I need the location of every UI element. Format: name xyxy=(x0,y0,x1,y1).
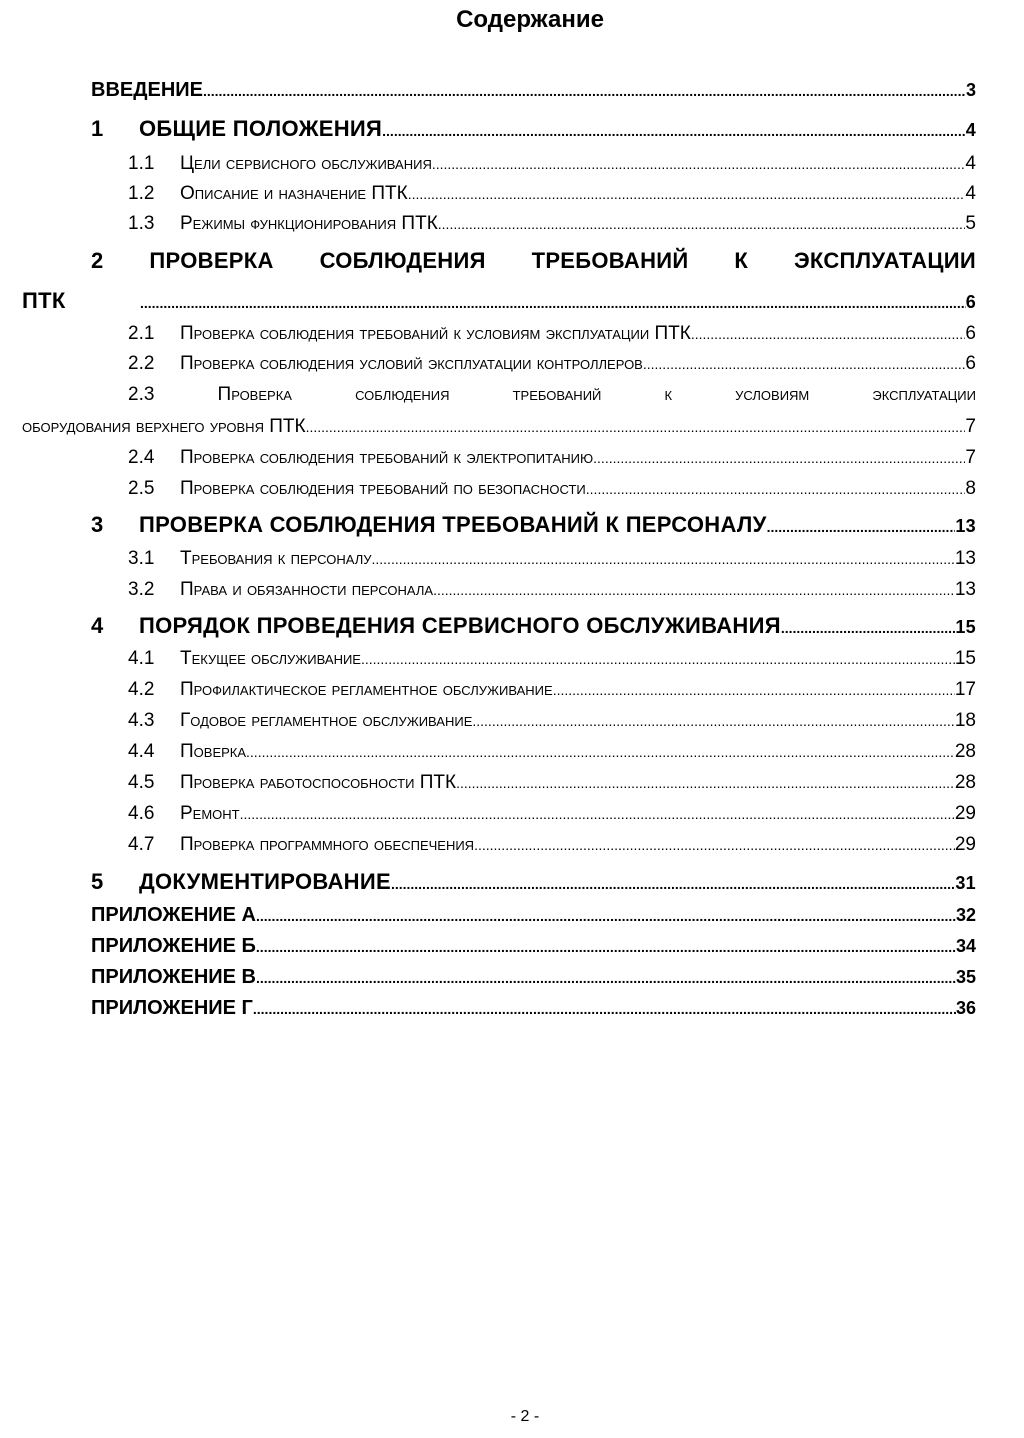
toc-entry-title: ПРИЛОЖЕНИЕ Г xyxy=(91,997,253,1019)
toc-entry-number: 4.6 xyxy=(128,803,155,824)
toc-leader-dots xyxy=(361,651,955,667)
toc-entry-page: 13 xyxy=(954,548,976,569)
toc-entry-2-1[interactable] xyxy=(128,323,976,345)
toc-leader-dots xyxy=(691,326,966,342)
toc-entry-title: Проверка работоспособности ПТК xyxy=(180,772,457,793)
toc-entry-title-word: СОБЛЮДЕНИЯ xyxy=(319,248,486,273)
toc-entry-appendix-a[interactable] xyxy=(91,904,976,927)
toc-entry-2-3[interactable] xyxy=(128,384,976,406)
toc-leader-dots xyxy=(391,876,955,892)
toc-entry-page: 18 xyxy=(954,710,976,731)
toc-entry-number: 1.2 xyxy=(128,183,155,204)
toc-leader-dots xyxy=(253,1001,956,1017)
toc-entry-title-word: эксплуатации xyxy=(872,384,976,405)
toc-entry-page: 5 xyxy=(965,213,976,234)
toc-entry-page: 28 xyxy=(954,772,976,793)
toc-entry-page: 4 xyxy=(965,120,976,140)
toc-entry-title: Годовое регламентное обслуживание xyxy=(180,710,473,731)
toc-entry-title: Текущее обслуживание xyxy=(180,648,361,669)
toc-entry-title: Проверка соблюдения требований к электропитанию xyxy=(180,447,594,468)
toc-entry-title: Ремонт xyxy=(180,803,240,824)
toc-entry-page: 17 xyxy=(954,679,976,700)
toc-entry-title-word: ТРЕБОВАНИЙ xyxy=(531,248,689,273)
toc-leader-dots xyxy=(256,908,956,924)
toc-leader-dots xyxy=(767,519,956,535)
toc-entry-title: Проверка программного обеспечения xyxy=(180,834,475,855)
toc-entry-title: ВВЕДЕНИЕ xyxy=(91,79,203,101)
toc-entry-chapter-2[interactable] xyxy=(91,248,976,274)
toc-entry-title: ПРИЛОЖЕНИЕ Б xyxy=(91,935,256,957)
toc-entry-title-tail: оборудования верхнего уровня ПТК xyxy=(22,416,306,437)
toc-leader-dots xyxy=(433,582,955,598)
toc-entry-4-3[interactable] xyxy=(128,710,976,732)
toc-entry-4-1[interactable] xyxy=(128,648,976,670)
toc-leader-dots xyxy=(246,744,955,760)
toc-entry-title: Цели сервисного обслуживания xyxy=(180,153,432,174)
toc-leader-dots xyxy=(643,356,966,372)
toc-entry-number: 3 xyxy=(91,512,104,537)
toc-leader-dots xyxy=(203,83,966,99)
toc-leader-dots xyxy=(432,156,966,172)
toc-leader-dots xyxy=(586,481,966,497)
toc-entry-chapter-4[interactable] xyxy=(91,613,976,639)
toc-entry-page: 28 xyxy=(954,741,976,762)
toc-entry-appendix-v[interactable] xyxy=(91,966,976,989)
toc-entry-4-6[interactable] xyxy=(128,803,976,825)
toc-entry-appendix-b[interactable] xyxy=(91,935,976,958)
toc-entry-1-1[interactable] xyxy=(128,153,976,175)
toc-entry-chapter-1[interactable] xyxy=(91,116,976,142)
toc-leader-dots xyxy=(438,216,966,232)
toc-entry-title-word: к xyxy=(664,384,673,405)
toc-entry-number: 4 xyxy=(91,613,104,638)
toc-entry-page: 32 xyxy=(955,905,976,925)
toc-entry-title-word: Проверка xyxy=(217,384,292,405)
toc-entry-page: 6 xyxy=(965,292,976,312)
toc-entry-title: Требования к персоналу xyxy=(180,548,372,569)
toc-entry-page: 8 xyxy=(965,478,976,499)
toc-entry-number: 1 xyxy=(91,116,104,141)
toc-entry-page: 29 xyxy=(954,834,976,855)
toc-entry-page: 13 xyxy=(954,579,976,600)
toc-entry-page: 36 xyxy=(955,998,976,1018)
toc-entry-1-3[interactable] xyxy=(128,213,976,235)
toc-entry-page: 35 xyxy=(955,967,976,987)
toc-entry-number: 2.5 xyxy=(128,478,155,499)
toc-leader-dots xyxy=(140,295,966,311)
toc-leader-dots xyxy=(240,806,955,822)
toc-entry-page: 4 xyxy=(965,183,976,204)
toc-leader-dots xyxy=(593,450,965,466)
toc-entry-page: 7 xyxy=(965,416,976,437)
page-number: - 2 - xyxy=(510,1408,540,1425)
toc-entry-number: 2 xyxy=(91,248,104,273)
toc-leader-dots xyxy=(456,775,955,791)
toc-entry-title: ПОРЯДОК ПРОВЕДЕНИЯ СЕРВИСНОГО ОБСЛУЖИВАНИЯ xyxy=(139,613,781,638)
toc-leader-dots xyxy=(408,186,966,202)
toc-entry-page: 6 xyxy=(965,353,976,374)
toc-entry-number: 4.5 xyxy=(128,772,155,793)
toc-entry-title-word: условиям xyxy=(735,384,810,405)
toc-entry-number: 4.3 xyxy=(128,710,155,731)
toc-leader-dots xyxy=(472,713,954,729)
toc-leader-dots xyxy=(474,837,955,853)
toc-leader-dots xyxy=(781,620,956,636)
toc-entry-page: 13 xyxy=(955,516,976,536)
toc-entry-number: 2.2 xyxy=(128,353,155,374)
toc-entry-title-word: ПРОВЕРКА xyxy=(149,248,274,273)
toc-entry-title: Профилактическое регламентное обслуживание xyxy=(180,679,553,700)
toc-entry-4-4[interactable] xyxy=(128,741,976,763)
toc-entry-title: Поверка xyxy=(180,741,247,762)
toc-entry-number: 2.4 xyxy=(128,447,155,468)
toc-entry-page: 3 xyxy=(965,80,976,100)
toc-entry-number: 4.1 xyxy=(128,648,155,669)
toc-leader-dots xyxy=(256,939,956,955)
toc-leader-dots xyxy=(372,551,955,567)
toc-entry-number: 2.1 xyxy=(128,323,155,344)
toc-entry-2-4[interactable] xyxy=(128,447,976,469)
toc-entry-4-2[interactable] xyxy=(128,679,976,701)
toc-entry-page: 34 xyxy=(955,936,976,956)
toc-entry-chapter-3[interactable] xyxy=(91,512,976,538)
toc-entry-title: Режимы функционирования ПТК xyxy=(180,213,438,234)
toc-entry-title-tail: ПТК xyxy=(22,288,66,313)
toc-entry-number: 3.2 xyxy=(128,579,155,600)
toc-entry-title: ДОКУМЕНТИРОВАНИЕ xyxy=(139,869,391,894)
toc-leader-dots xyxy=(553,682,955,698)
toc-entry-title: Проверка соблюдения требований по безопасности xyxy=(180,478,586,499)
toc-entry-page: 15 xyxy=(954,648,976,669)
toc-entry-number: 1.1 xyxy=(128,153,155,174)
toc-entry-3-2[interactable] xyxy=(128,579,976,601)
toc-entry-appendix-g[interactable] xyxy=(91,997,976,1020)
toc-leader-dots xyxy=(256,970,956,986)
toc-entry-intro[interactable] xyxy=(91,79,976,102)
toc-entry-title-word: соблюдения xyxy=(355,384,450,405)
toc-entry-title: ПРОВЕРКА СОБЛЮДЕНИЯ ТРЕБОВАНИЙ К ПЕРСОНАЛУ xyxy=(139,512,767,537)
toc-entry-number: 4.2 xyxy=(128,679,155,700)
toc-entry-title-word: ЭКСПЛУАТАЦИИ xyxy=(793,248,976,273)
toc-entry-page: 4 xyxy=(965,153,976,174)
toc-entry-chapter-2-continued[interactable] xyxy=(22,288,976,314)
toc-entry-title-word: К xyxy=(734,248,749,273)
toc-entry-title-word: требований xyxy=(512,384,602,405)
toc-entry-title: Права и обязанности персонала xyxy=(180,579,434,600)
toc-entry-4-7[interactable] xyxy=(128,834,976,856)
toc-entry-title: ОБЩИЕ ПОЛОЖЕНИЯ xyxy=(139,116,383,141)
toc-entry-title: ПРИЛОЖЕНИЕ А xyxy=(91,904,256,926)
page-title: Содержание xyxy=(456,6,604,33)
toc-entry-2-5[interactable] xyxy=(128,478,976,500)
toc-entry-number: 5 xyxy=(91,869,104,894)
toc-entry-title: Описание и назначение ПТК xyxy=(180,183,408,204)
toc-entry-chapter-5[interactable] xyxy=(91,869,976,895)
toc-leader-dots xyxy=(306,419,966,435)
toc-entry-2-3-continued[interactable] xyxy=(22,416,976,438)
toc-entry-number: 3.1 xyxy=(128,548,155,569)
toc-entry-number: 1.3 xyxy=(128,213,155,234)
toc-entry-title: ПРИЛОЖЕНИЕ В xyxy=(91,966,256,988)
toc-entry-1-2[interactable] xyxy=(128,183,976,205)
toc-entry-page: 31 xyxy=(955,873,976,893)
toc-entry-title: Проверка соблюдения требований к условиям эксплуатации ПТК xyxy=(180,323,691,344)
toc-leader-dots xyxy=(382,123,966,139)
toc-entry-page: 7 xyxy=(965,447,976,468)
toc-entry-page: 29 xyxy=(954,803,976,824)
toc-entry-2-2[interactable] xyxy=(128,353,976,375)
toc-entry-number: 2.3 xyxy=(128,384,155,405)
toc-entry-page: 15 xyxy=(955,617,976,637)
toc-entry-page: 6 xyxy=(965,323,976,344)
toc-entry-number: 4.4 xyxy=(128,741,155,762)
toc-entry-3-1[interactable] xyxy=(128,548,976,570)
toc-entry-number: 4.7 xyxy=(128,834,155,855)
toc-entry-title: Проверка соблюдения условий эксплуатации контроллеров xyxy=(180,353,643,374)
toc-entry-4-5[interactable] xyxy=(128,772,976,794)
